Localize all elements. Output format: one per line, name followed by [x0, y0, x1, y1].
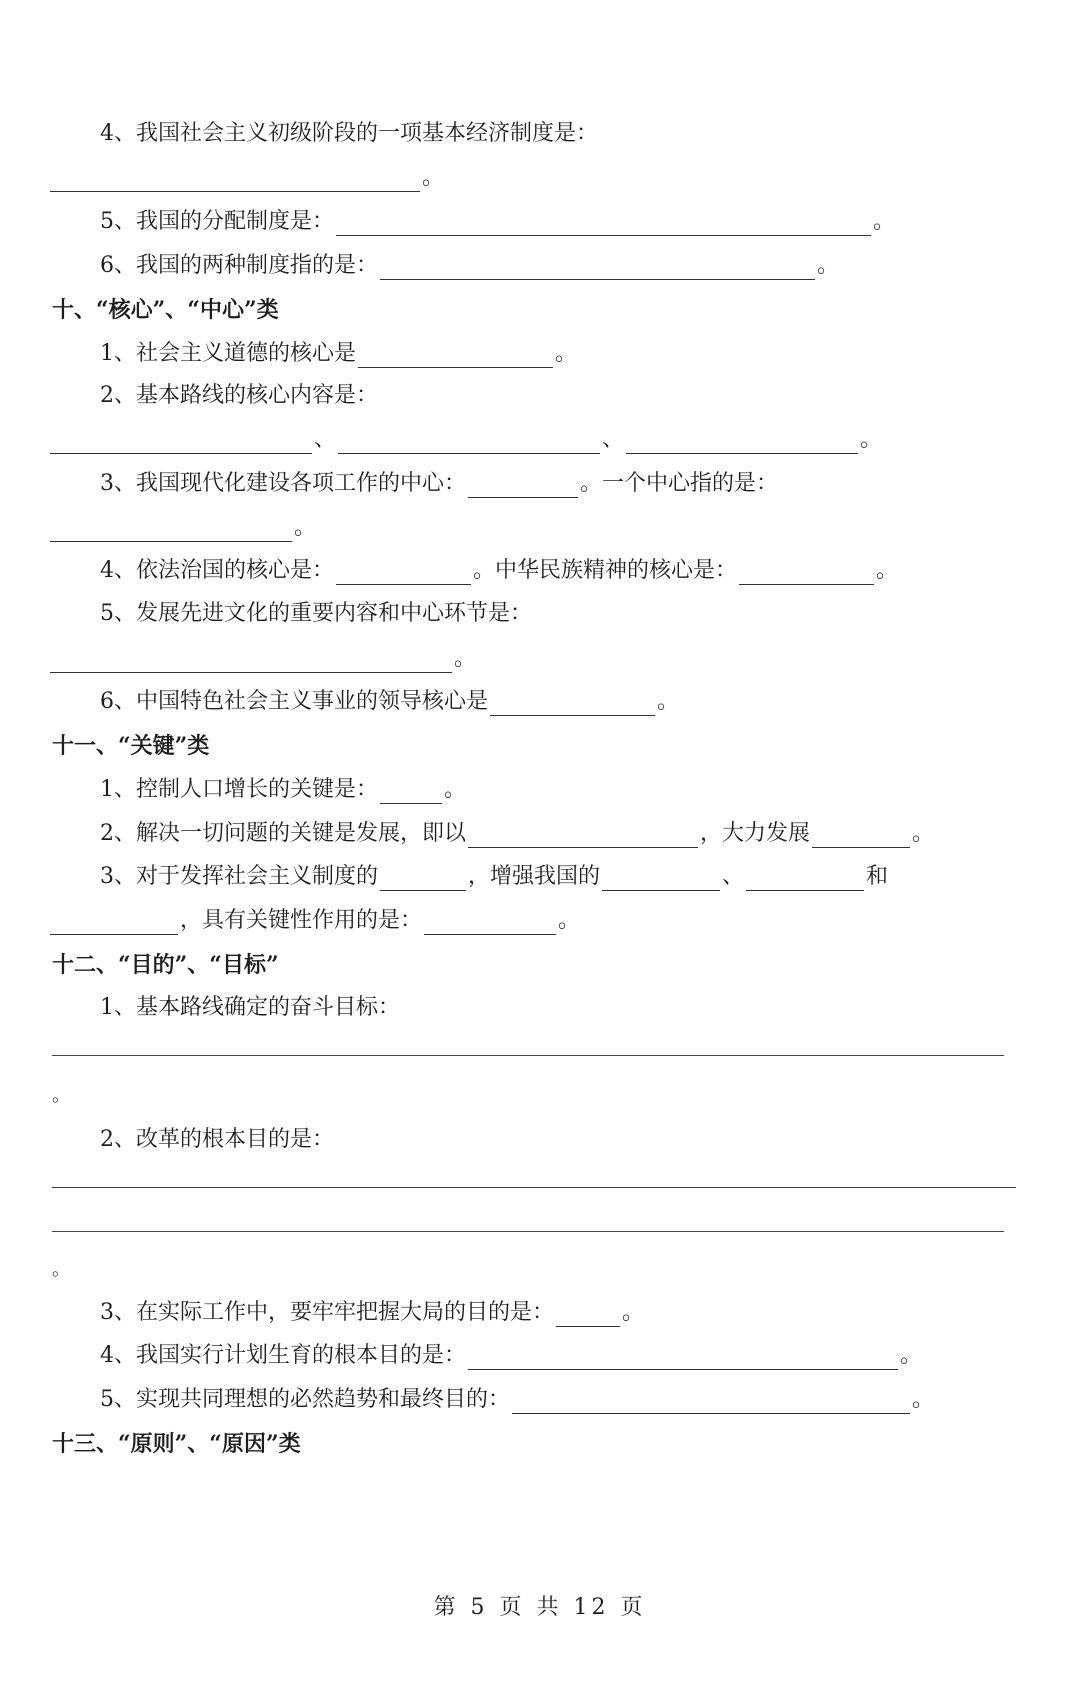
answer-blank[interactable]: [602, 868, 720, 891]
answer-blank[interactable]: [336, 213, 871, 236]
question-text: 3、我国现代化建设各项工作的中心：: [100, 471, 466, 496]
question-text-mid: 和: [866, 864, 889, 889]
separator: 、: [602, 427, 625, 452]
question-10-4: [0, 545, 898, 585]
question-text-mid: ，具有关键性作用的是：: [180, 908, 423, 933]
question-9-4: [0, 108, 598, 148]
period: 。: [454, 646, 477, 671]
section-heading-13: 十三、“原则”、“原因”类: [52, 1431, 301, 1457]
question-10-5: [0, 588, 532, 628]
question-11-2: [0, 808, 934, 848]
answer-end-12-1: [0, 1070, 70, 1110]
question-text: 5、实现共同理想的必然趋势和最终目的：: [100, 1387, 510, 1412]
question-text: 1、社会主义道德的核心是: [100, 341, 356, 366]
question-text: 1、控制人口增长的关键是：: [100, 777, 378, 802]
question-10-3: [0, 458, 778, 498]
question-text: 4、我国实行计划生育的根本目的是：: [100, 1343, 466, 1368]
question-text-mid: ，大力发展: [700, 821, 811, 846]
answer-blank[interactable]: [746, 868, 864, 891]
answer-blank[interactable]: [380, 257, 815, 280]
period: 。: [860, 427, 883, 452]
question-12-2: [0, 1114, 334, 1154]
answer-blank[interactable]: [50, 169, 420, 192]
question-text: 5、发展先进文化的重要内容和中心环节是：: [100, 601, 532, 626]
question-text: 2、基本路线的核心内容是：: [100, 383, 378, 408]
question-11-3: [0, 851, 888, 891]
answer-line-12-2a[interactable]: [52, 1186, 1016, 1188]
period: 。: [52, 1259, 70, 1280]
period: 。: [876, 558, 899, 583]
question-9-5: [0, 196, 895, 236]
period: 。: [555, 341, 578, 366]
answer-blank[interactable]: [380, 868, 466, 891]
answer-line-12-2b[interactable]: [52, 1230, 1004, 1232]
question-text: 5、我国的分配制度是：: [100, 209, 334, 234]
period: 。: [873, 209, 896, 234]
answer-blank[interactable]: [468, 825, 698, 848]
answer-blank[interactable]: [338, 431, 600, 454]
answer-blank[interactable]: [468, 475, 578, 498]
period: 。: [912, 1387, 935, 1412]
section-heading-10: 十、“核心”、“中心”类: [52, 297, 279, 323]
question-text: 2、改革的根本目的是：: [100, 1127, 334, 1152]
answer-blank[interactable]: [358, 345, 553, 368]
answer-line-10-3: [0, 502, 316, 542]
question-12-1: [0, 982, 400, 1022]
period: 。: [912, 821, 935, 846]
question-text: 1、基本路线确定的奋斗目标：: [100, 995, 400, 1020]
answer-blank[interactable]: [50, 912, 178, 935]
period: 。: [622, 1300, 645, 1325]
answer-blank[interactable]: [50, 519, 292, 542]
period: 。: [52, 1085, 70, 1106]
question-text: 6、中国特色社会主义事业的领导核心是: [100, 689, 488, 714]
question-12-5: [0, 1374, 934, 1414]
answer-blank[interactable]: [50, 650, 452, 673]
period: 。: [444, 777, 467, 802]
question-text: 2、解决一切问题的关键是发展，即以: [100, 821, 466, 846]
question-12-4: [0, 1330, 922, 1370]
answer-blank[interactable]: [512, 1391, 910, 1414]
period: 。: [817, 253, 840, 278]
section-heading-11: 十一、“关键”类: [52, 733, 210, 759]
period: 。: [294, 515, 317, 540]
answer-line-12-1[interactable]: [52, 1054, 1004, 1056]
answer-blank[interactable]: [50, 431, 312, 454]
section-heading-12: 十二、“目的”、“目标”: [52, 952, 279, 978]
question-10-1: [0, 328, 577, 368]
question-text: 6、我国的两种制度指的是：: [100, 253, 378, 278]
answer-blank[interactable]: [336, 562, 471, 585]
question-12-3: [0, 1287, 644, 1327]
answer-end-12-2: [0, 1244, 70, 1284]
question-text: 4、我国社会主义初级阶段的一项基本经济制度是：: [100, 121, 598, 146]
question-10-6: [0, 676, 679, 716]
answer-blank[interactable]: [424, 912, 556, 935]
question-11-1: [0, 764, 466, 804]
question-9-6: [0, 240, 839, 280]
question-text: 3、在实际工作中，要牢牢把握大局的目的是：: [100, 1300, 554, 1325]
answer-blank[interactable]: [626, 431, 858, 454]
separator: 、: [722, 864, 745, 889]
separator: 、: [314, 427, 337, 452]
answer-blank[interactable]: [490, 693, 655, 716]
period: 。: [900, 1343, 923, 1368]
period: 。: [558, 908, 581, 933]
question-text-mid: 。中华民族精神的核心是：: [473, 558, 738, 583]
question-text-mid: 。一个中心指的是：: [580, 471, 779, 496]
question-text: 4、依法治国的核心是：: [100, 558, 334, 583]
period: 。: [657, 689, 680, 714]
answer-blank[interactable]: [468, 1347, 898, 1370]
answer-line-11-3: [0, 895, 580, 935]
answer-line-9-4: [0, 152, 444, 192]
question-text-mid: ，增强我国的: [468, 864, 601, 889]
period: 。: [422, 165, 445, 190]
answer-blank[interactable]: [380, 781, 442, 804]
answer-blank[interactable]: [812, 825, 910, 848]
answer-blank[interactable]: [556, 1304, 620, 1327]
answer-line-10-2: [0, 414, 882, 454]
question-10-2: [0, 370, 378, 410]
answer-line-10-5: [0, 633, 476, 673]
question-text: 3、对于发挥社会主义制度的: [100, 864, 378, 889]
answer-blank[interactable]: [739, 562, 874, 585]
page-number: 第 5 页 共 12 页: [433, 1595, 647, 1620]
